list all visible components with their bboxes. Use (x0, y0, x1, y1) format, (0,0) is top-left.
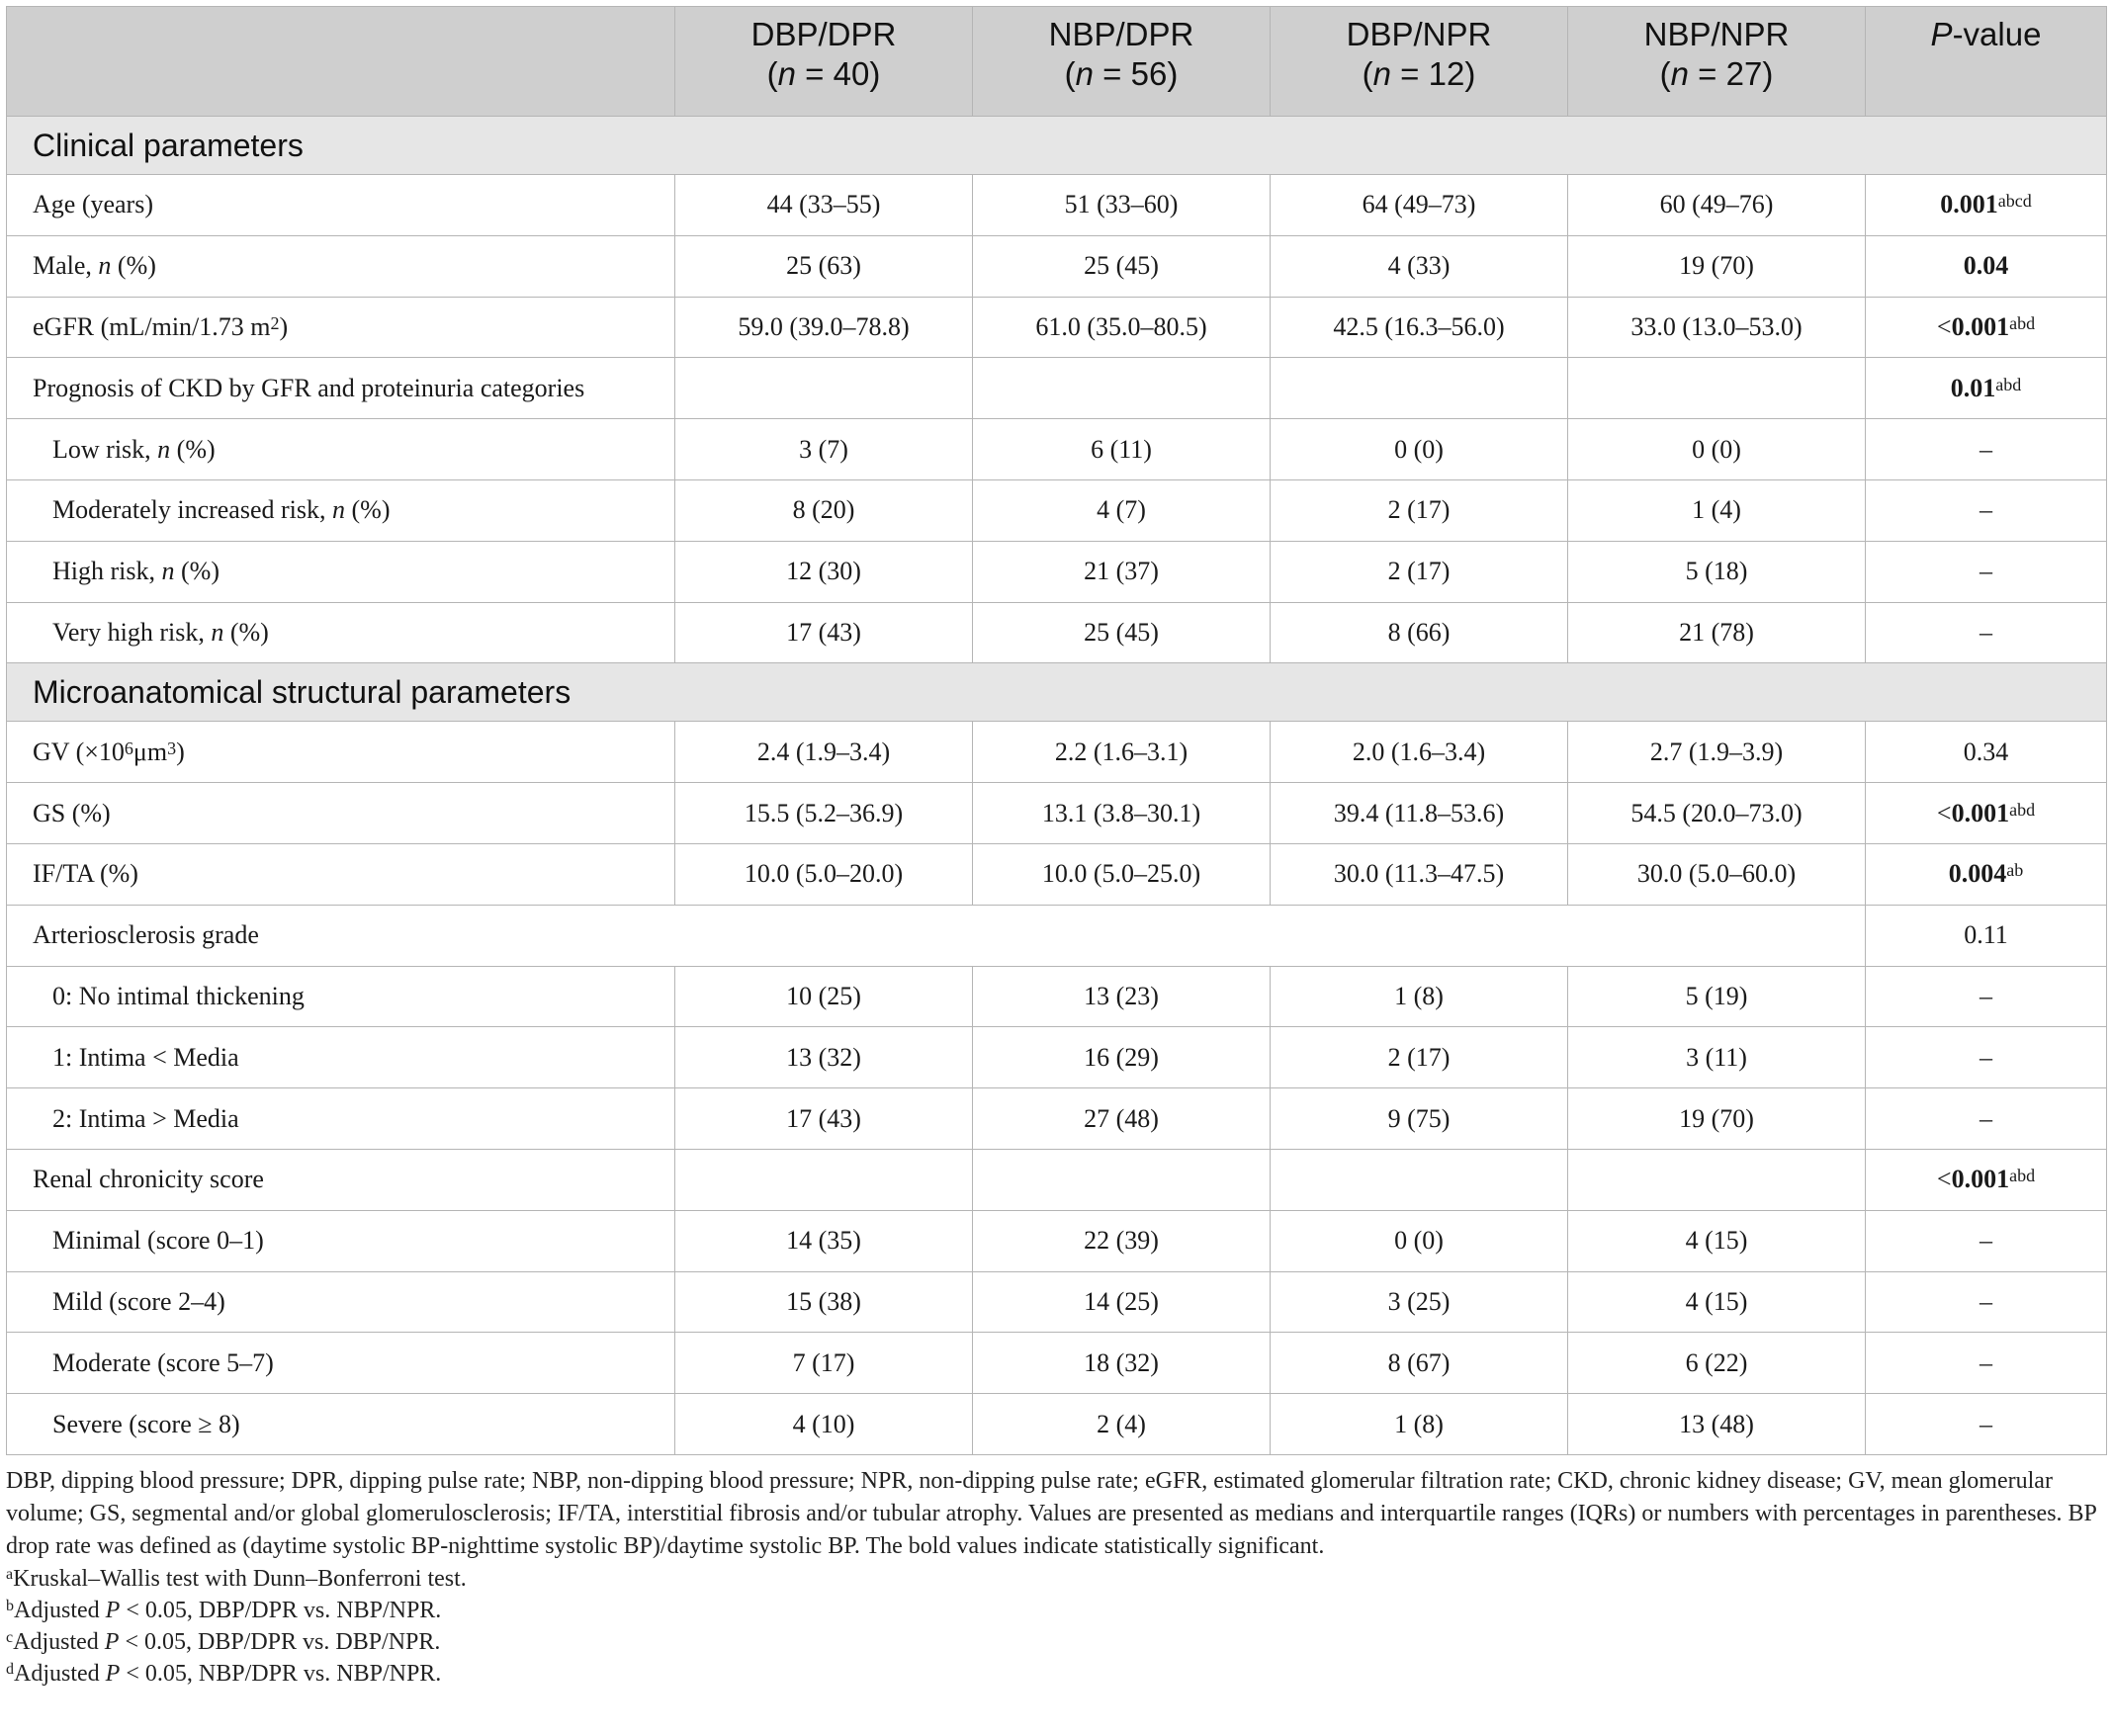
table-row: Very high risk, n (%) 17 (43) 25 (45) 8 (66) 21 (78) – (7, 602, 2107, 663)
p-value: $0.001^{abcd}$ (1866, 175, 2107, 236)
p-value: 0.11 (1866, 905, 2107, 966)
section-microanatomical: Microanatomical structural parameters (7, 663, 2107, 722)
row-label: eGFR (mL/min/1.73 $m^2$) (7, 297, 675, 358)
row-label: 0: No intimal thickening (7, 966, 675, 1027)
table-row (7, 1149, 2107, 1210)
table-row: Moderately increased risk, n (%) 8 (20) 4 (7) 2 (17) 1 (4) – (7, 479, 2107, 541)
row-label: 1: Intima < Media (7, 1027, 675, 1088)
table-figure (6, 6, 2106, 1690)
table-row: 2: Intima > Media 17 (43) 27 (48) 9 (75) 19 (70) – (7, 1088, 2107, 1150)
row-label: Renal chronicity score (7, 1149, 675, 1210)
table-row (7, 358, 2107, 419)
row-label: GS (%) (7, 783, 675, 844)
row-label: Moderate (score 5–7) (7, 1333, 675, 1394)
row-label: Moderately increased risk, n (%) (7, 479, 675, 541)
p-value: 0.004$^{ab}$ (1866, 843, 2107, 905)
p-value: – (1866, 1027, 2107, 1088)
p-value: – (1866, 1333, 2107, 1394)
table-row: Age (years) 44 (33–55) 51 (33–60) 64 (49–73) 60 (49–76) $0.001^{abcd}$ (7, 175, 2107, 236)
header-label: DBP/NPR (1346, 16, 1492, 52)
p-value: – (1866, 1271, 2107, 1333)
header-row (7, 7, 2107, 117)
row-label: GV $(\times 10^6\mu m^3)$ (7, 722, 675, 783)
header-dbp-dpr: DBP/DPR (n = 40) (675, 7, 973, 117)
header-n: 56 (1130, 55, 1168, 92)
table-row: Minimal (score 0–1) 14 (35) 22 (39) 0 (0) 4 (15) – (7, 1210, 2107, 1271)
footnote-a: $^a$Kruskal–Wallis test with Dunn–Bonferroni test. (6, 1565, 467, 1592)
row-label: Very high risk, n (%) (7, 602, 675, 663)
p-value: – (1866, 966, 2107, 1027)
row-label: Severe (score ≥ 8) (7, 1394, 675, 1455)
abbreviation-note: DBP, dipping blood pressure; DPR, dipping pulse rate; NBP, non-dipping blood pressure; NPR, non-dipping pulse rate; eGFR, estimated glomerular filtration rate; CKD, chronic kidney disease; GV, mean glomerular volume; GS, segmental and/or global glomerulosclerosis; IF/TA, interstitial fibrosis and/or tubular atrophy. Values are presented as medians and interquartile ranges (IQRs) or numbers with percentages in parentheses. BP drop rate was defined as (daytime systolic BP-nighttime systolic BP)/daytime systolic BP. The bold values indicate statistically significant. (6, 1467, 2097, 1559)
table-row: IF/TA (%) 10.0 (5.0–20.0) 10.0 (5.0–25.0) 30.0 (11.3–47.5) 30.0 (5.0–60.0) 0.004$^{ab}$ (7, 843, 2107, 905)
p-value: – (1866, 419, 2107, 480)
p-value: <0.001$^{abd}$ (1866, 297, 2107, 358)
row-label: Mild (score 2–4) (7, 1271, 675, 1333)
header-nbp-npr: NBP/NPR (n = 27) (1568, 7, 1866, 117)
footnote-d: $^d$Adjusted P < 0.05, NBP/DPR vs. NBP/NPR. (6, 1660, 442, 1687)
header-n: 40 (833, 55, 870, 92)
table-row: Low risk, n (%) 3 (7) 6 (11) 0 (0) 0 (0) – (7, 419, 2107, 480)
footnote-c: $^c$Adjusted P < 0.05, DBP/DPR vs. DBP/NPR. (6, 1628, 441, 1655)
row-label: Low risk, n (%) (7, 419, 675, 480)
header-n: 27 (1725, 55, 1763, 92)
p-value: <0.001$^{abd}$ (1866, 783, 2107, 844)
table-row: Severe (score ≥ 8) 4 (10) 2 (4) 1 (8) 13 (48) – (7, 1394, 2107, 1455)
header-blank (7, 7, 675, 117)
row-label: 2: Intima > Media (7, 1088, 675, 1150)
table-row: Mild (score 2–4) 15 (38) 14 (25) 3 (25) 4 (15) – (7, 1271, 2107, 1333)
results-table (6, 6, 2107, 1455)
p-value: – (1866, 479, 2107, 541)
section-clinical: Clinical parameters (7, 117, 2107, 175)
header-n: 12 (1428, 55, 1465, 92)
table-row: GV $(\times 10^6\mu m^3)$ 2.4 (1.9–3.4) 2.2 (1.6–3.1) 2.0 (1.6–3.4) 2.7 (1.9–3.9) 0.34 (7, 722, 2107, 783)
row-label: Minimal (score 0–1) (7, 1210, 675, 1271)
p-value: 0.01$^{abd}$ (1866, 358, 2107, 419)
p-value: <0.001$^{abd}$ (1866, 1149, 2107, 1210)
table-row: 0: No intimal thickening 10 (25) 13 (23) 1 (8) 5 (19) – (7, 966, 2107, 1027)
p-value: – (1866, 1088, 2107, 1150)
p-value: 0.04 (1866, 235, 2107, 297)
table-row: Moderate (score 5–7) 7 (17) 18 (32) 8 (67) 6 (22) – (7, 1333, 2107, 1394)
row-label: Age (years) (7, 175, 675, 236)
row-label: Male, n (%) (7, 235, 675, 297)
p-value: 0.34 (1866, 722, 2107, 783)
table-notes (6, 1465, 2102, 1690)
table-row: 1: Intima < Media 13 (32) 16 (29) 2 (17) 3 (11) – (7, 1027, 2107, 1088)
p-value: – (1866, 1210, 2107, 1271)
header-label: DBP/DPR (750, 16, 897, 52)
row-label: Prognosis of CKD by GFR and proteinuria categories (7, 358, 675, 419)
p-value: – (1866, 541, 2107, 602)
row-label: Arteriosclerosis grade (7, 905, 1866, 966)
header-label: NBP/NPR (1643, 16, 1790, 52)
table-row: High risk, n (%) 12 (30) 21 (37) 2 (17) 5 (18) – (7, 541, 2107, 602)
p-value: – (1866, 602, 2107, 663)
table-row: eGFR (mL/min/1.73 $m^2$) 59.0 (39.0–78.8) 61.0 (35.0–80.5) 42.5 (16.3–56.0) 33.0 (13.0–53.0) <0.001$^{abd}$ (7, 297, 2107, 358)
header-label: NBP/DPR (1048, 16, 1194, 52)
row-label: IF/TA (%) (7, 843, 675, 905)
header-nbp-dpr: NBP/DPR (n = 56) (973, 7, 1271, 117)
table-row: Male, n (%) 25 (63) 25 (45) 4 (33) 19 (70) 0.04 (7, 235, 2107, 297)
table-row (7, 905, 2107, 966)
table-row: GS (%) 15.5 (5.2–36.9) 13.1 (3.8–30.1) 39.4 (11.8–53.6) 54.5 (20.0–73.0) <0.001$^{abd}$ (7, 783, 2107, 844)
header-dbp-npr: DBP/NPR (n = 12) (1271, 7, 1568, 117)
row-label: High risk, n (%) (7, 541, 675, 602)
header-pvalue: P-value (1866, 7, 2107, 117)
p-value: – (1866, 1394, 2107, 1455)
footnote-b: $^b$Adjusted P < 0.05, DBP/DPR vs. NBP/NPR. (6, 1597, 442, 1623)
